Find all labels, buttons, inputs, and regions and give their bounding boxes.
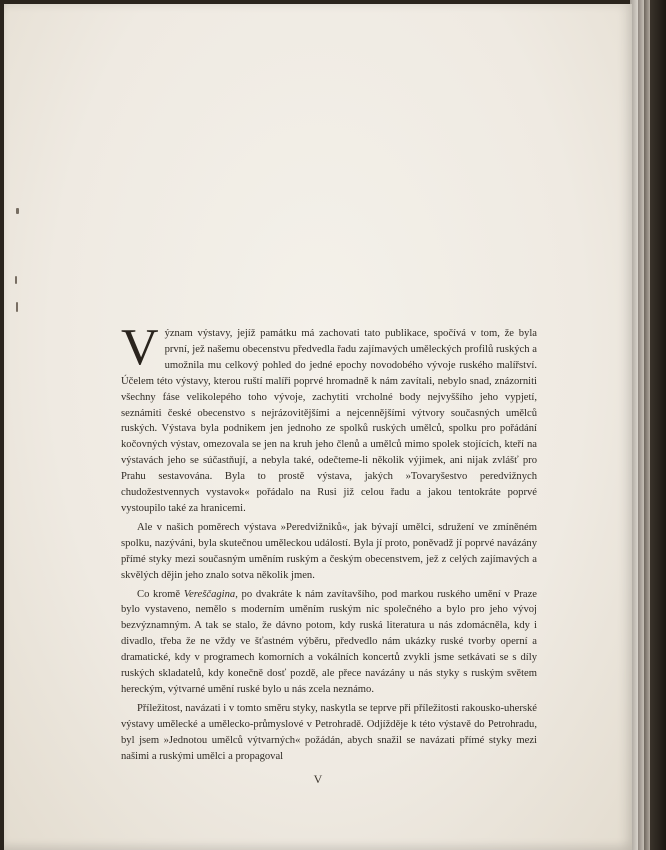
paragraph-3 (121, 587, 537, 698)
book-cover-edge (650, 0, 666, 850)
paper-speck (16, 208, 19, 214)
paragraph-1 (121, 319, 537, 517)
paper-speck (15, 276, 17, 284)
italic-name: Vereščagina (183, 588, 236, 600)
paragraph-4: Příležitost, navázati i v tomto směru styky, naskytla se teprve při příležitosti rakousko-uherské výstavy umělecké a umělecko-průmyslové v Petrohradě. Odjížděje k této výstavě do Petrohradu, byl jsem »Jednotou umělců výtvarných« požádán, abych snažil se navázati přímé styky mezi našimi a ruskými umělci a propagoval (121, 702, 537, 762)
book-page (4, 4, 632, 850)
paragraph-3-lead: Co kromě (137, 588, 184, 600)
paragraph-2: Ale v našich poměrech výstava »Peredvižniků«, jak bývají umělci, sdružení ve zmíněném spolku, nazýváni, byla skutečnou uměleckou událostí. Byla jí proto, poněvadž jí poprvé navázány přímé styky mezi současným uměním ruským a českým obecenstvem, jež z celých zajímavých a skvělých dějin jeho znalo sotva několik jmen. (121, 521, 537, 581)
body-text (121, 319, 537, 764)
paragraph-1-text: ýznam výstavy, jejíž památku má zachovati tato publikace, spočívá v tom, že byla první, jež našemu obecenstvu předvedla řadu zajímavých uměleckých profilů ruských a umožnila mu celkový pohled do jedné epochy novodobého vývoje ruského malířství. Účelem této výstavy, kterou ruští malíři poprvé hromadně k nám zavítali, nebylo snad, znázorniti všechny fáse velikolepého toho vývoje, zachytiti vrcholné body nejvyššího jeho vypjetí, seznámiti české obecenstvo s nejrázovitějšími a nejcennějšími výtvory současných umělců ruských. Výstava byla podnikem jen jednoho ze spolků ruských umělců, spolku pro pořádání kočovných výstav, omezovala se jen na kruh jeho členů a umělců mimo spolek stojících, kteří na výstavách jeho se súčastňují, a nebyla také, odečteme-li několik výjimek, ani nijak zvlášť pro Prahu sestavována. Byla to prostě výstava, jakých »Tovaryšestvo peredvižnych chudožestvennych vystavok« pořádalo na Rusi již celou řadu a jakou tentokráte poprvé vystoupilo také za hranicemi. (121, 328, 537, 514)
drop-cap: V (121, 319, 159, 376)
page-number: V (313, 772, 323, 786)
paper-speck (16, 302, 18, 312)
paragraph-3-text: , po dvakráte k nám zavítavšího, pod markou ruského umění v Praze bylo vystaveno, nemělo s moderním uměním ruským nic společného a bylo pro jeho vývoj bezvýznamným. A tak se stalo, že dávno potom, kdy ruská literatura u nás zdomácněla, kdy i divadlo, třeba že ne vždy ve šťastném výběru, předvedlo nám ukázky ruské tvorby operní a dramatické, kdy v programech komorních a vokálních koncertů zvykli jsme setkávati se s díly ruských skladatelů, kdy konečně dosť pozdě, ale přece navázány u nás styky s ruským světem hereckým, výtvarné umění ruské bylo u nás zcela neznámo. (121, 588, 537, 695)
